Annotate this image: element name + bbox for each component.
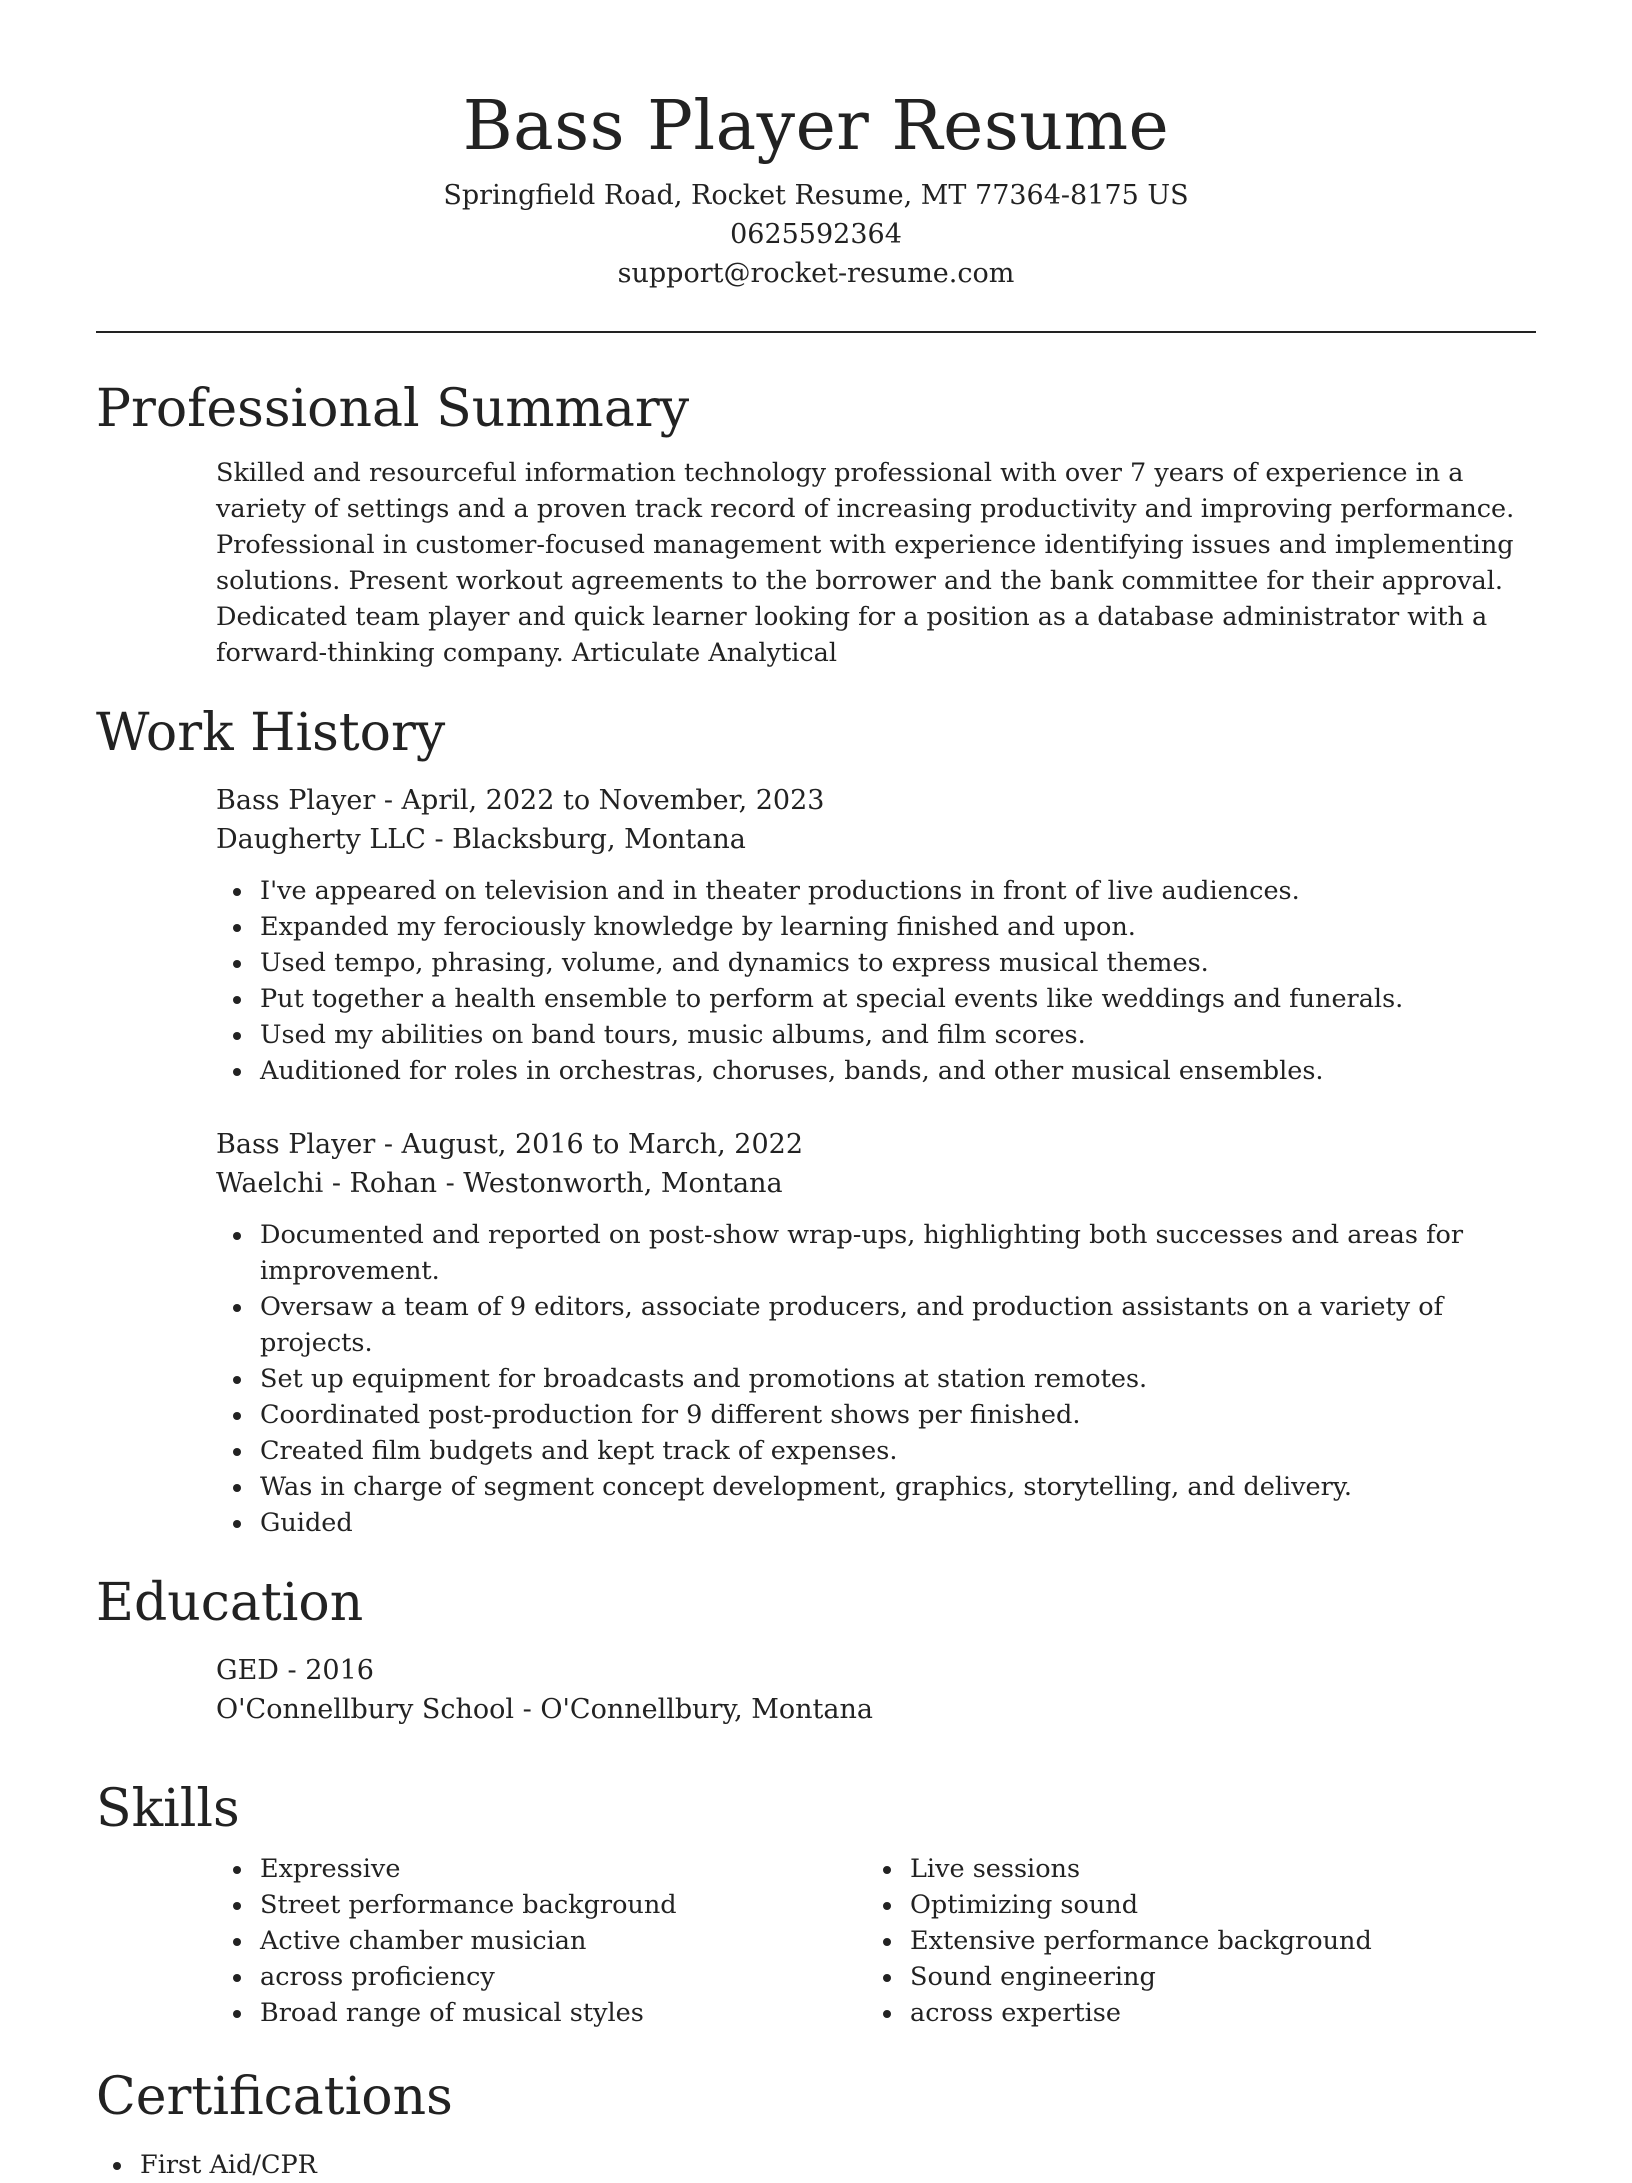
- list-item: Street performance background: [216, 1887, 866, 1923]
- list-item: Active chamber musician: [216, 1923, 866, 1959]
- section-title-work-history: Work History: [96, 703, 446, 763]
- job-bullets: [216, 873, 1536, 1089]
- education-section: [96, 1567, 1536, 1729]
- list-item: across proficiency: [216, 1959, 866, 1995]
- list-item: Oversaw a team of 9 editors, associate producers, and production assistants on a variety of projects.: [216, 1289, 1536, 1361]
- section-title-education: Education: [96, 1573, 364, 1633]
- section-title-certifications: Certifications: [96, 2067, 453, 2127]
- list-item: Used my abilities on band tours, music albums, and film scores.: [216, 1017, 1536, 1053]
- work-history-section: [96, 697, 1536, 1541]
- page-title: Bass Player Resume: [462, 87, 1170, 166]
- list-item: Put together a health ensemble to perform at special events like weddings and funerals.: [216, 981, 1536, 1017]
- contact-info: [96, 176, 1536, 293]
- skills-section: [96, 1773, 1536, 2031]
- degree: GED - 2016: [216, 1655, 374, 1686]
- list-item: I've appeared on television and in theater productions in front of live audiences.: [216, 873, 1536, 909]
- list-item: Live sessions: [866, 1851, 1516, 1887]
- skills-list-right: [866, 1851, 1516, 2031]
- section-title-skills: Skills: [96, 1779, 240, 1839]
- summary-section: [96, 373, 1536, 671]
- list-item: Sound engineering: [866, 1959, 1516, 1995]
- job-list: [216, 781, 1536, 1541]
- list-item: Created film budgets and kept track of expenses.: [216, 1433, 1536, 1469]
- job-title: Bass Player - August, 2016 to March, 2022: [216, 1129, 804, 1160]
- job-entry: [216, 1125, 1536, 1541]
- list-item: Expressive: [216, 1851, 866, 1887]
- email: support@rocket-resume.com: [617, 258, 1015, 289]
- list-item: Used tempo, phrasing, volume, and dynamics to express musical themes.: [216, 945, 1536, 981]
- resume-page: [96, 0, 1536, 2183]
- phone: 0625592364: [730, 219, 902, 250]
- list-item: Optimizing sound: [866, 1887, 1516, 1923]
- list-item: Was in charge of segment concept development, graphics, storytelling, and delivery.: [216, 1469, 1536, 1505]
- list-item: Documented and reported on post-show wrap-ups, highlighting both successes and areas for improvement.: [216, 1217, 1536, 1289]
- address: Springfield Road, Rocket Resume, MT 77364-8175 US: [443, 180, 1189, 211]
- certifications-list: [96, 2147, 1536, 2183]
- list-item: across expertise: [866, 1995, 1516, 2031]
- list-item: Extensive performance background: [866, 1923, 1516, 1959]
- list-item: Guided: [216, 1505, 1536, 1541]
- education-entry: [216, 1651, 1536, 1729]
- job-title: Bass Player - April, 2022 to November, 2023: [216, 785, 825, 816]
- header-divider: [96, 331, 1536, 333]
- list-item: Broad range of musical styles: [216, 1995, 866, 2031]
- list-item: Coordinated post-production for 9 different shows per finished.: [216, 1397, 1536, 1433]
- summary-text: Skilled and resourceful information technology professional with over 7 years of experience in a variety of settings and a proven track record of increasing productivity and improving performance. Professional in customer-focused management with experience identifying issues and implementing solutions. Present workout agreements to the borrower and the bank committee for their approval. Dedicated team player and quick learner looking for a position as a database administrator with a forward-thinking company. Articulate Analytical: [216, 458, 1515, 668]
- job-company: Daugherty LLC - Blacksburg, Montana: [216, 824, 746, 855]
- certifications-section: [96, 2061, 1536, 2183]
- section-title-summary: Professional Summary: [96, 379, 690, 439]
- school: O'Connellbury School - O'Connellbury, Montana: [216, 1694, 873, 1725]
- list-item: First Aid/CPR: [96, 2147, 1536, 2183]
- skills-columns: [216, 1851, 1536, 2031]
- list-item: Auditioned for roles in orchestras, choruses, bands, and other musical ensembles.: [216, 1053, 1536, 1089]
- list-item: Set up equipment for broadcasts and promotions at station remotes.: [216, 1361, 1536, 1397]
- job-company: Waelchi - Rohan - Westonworth, Montana: [216, 1168, 783, 1199]
- job-entry: [216, 781, 1536, 1089]
- skills-list-left: [216, 1851, 866, 2031]
- job-bullets: [216, 1217, 1536, 1541]
- list-item: Expanded my ferociously knowledge by learning finished and upon.: [216, 909, 1536, 945]
- resume-header: [96, 0, 1536, 293]
